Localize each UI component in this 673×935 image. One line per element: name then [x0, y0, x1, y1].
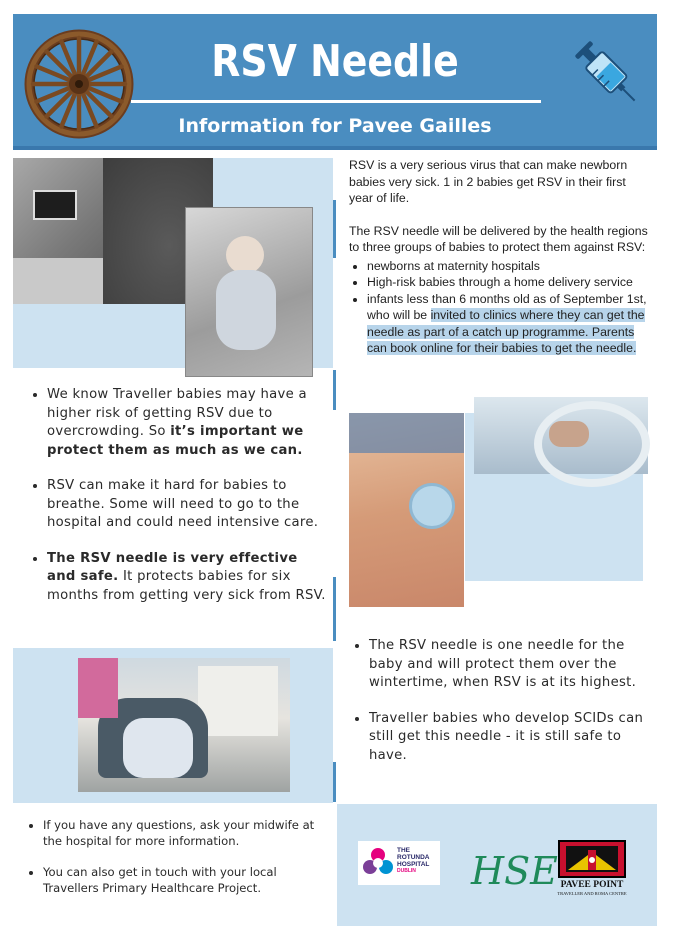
- photo-baby-buggy: [78, 658, 290, 792]
- page-subtitle: Information for Pavee Gailles: [178, 115, 492, 137]
- rotunda-logo: THE ROTUNDA HOSPITAL DUBLIN: [358, 841, 440, 885]
- intro-paragraph-1: RSV is a very serious virus that can make newborn babies very sick. 1 in 2 babies get RSV in their first year of life.: [349, 158, 628, 205]
- accent-bar: [333, 370, 336, 410]
- intro-text: [349, 157, 651, 357]
- page-title: RSV Needle: [211, 36, 459, 87]
- accent-bar: [333, 200, 336, 258]
- list-item: • The RSV needle is very effective and safe. It protects babies for six months from getting very sick from RSV.: [47, 550, 327, 606]
- header-banner: [13, 14, 657, 150]
- groups-list: [349, 258, 651, 357]
- list-item: • We know Traveller babies may have a higher risk of getting RSV due to overcrowding. So it’s important we protect them as much as we can.: [47, 386, 327, 460]
- pavee-point-logo: PAVEE POINT TRAVELLER AND ROMA CENTRE: [554, 840, 630, 896]
- pavee-point-emblem-icon: [558, 840, 626, 878]
- list-item: • If you have any questions, ask your midwife at the hospital for more information.: [43, 817, 325, 849]
- photo-pregnant-woman: [13, 158, 213, 304]
- list-item: • RSV can make it hard for babies to breathe. Some will need to go to the hospital and could need intensive care.: [47, 477, 327, 533]
- list-item: • Traveller babies who develop SCIDs can still get this needle - it is still safe to have.: [369, 710, 649, 766]
- hse-logo: [469, 846, 558, 893]
- accent-bar: [333, 762, 336, 802]
- left-points: [27, 386, 327, 622]
- accent-bar: [333, 577, 336, 641]
- svg-text:HSE: HSE: [471, 849, 558, 893]
- list-item: • infants less than 6 months old as of September 1st, who will be invited to clinics where they can get the needle as part of a catch up programme. Parents can book online for their babies to get the needle.: [367, 291, 651, 357]
- rotunda-emblem-icon: [361, 846, 395, 880]
- list-item: • You can also get in touch with your local Travellers Primary Healthcare Project.: [43, 864, 325, 896]
- photo-baby-bouncer: [185, 207, 313, 377]
- list-item: • The RSV needle is one needle for the baby and will protect them over the wintertime, when RSV is at its highest.: [369, 637, 649, 693]
- list-item: • High-risk babies through a home delivery service: [367, 274, 651, 291]
- contact-info: [25, 817, 325, 911]
- list-item: • newborns at maternity hospitals: [367, 258, 651, 275]
- syringe-icon: [581, 44, 643, 112]
- highlighted-text: invited to clinics where they can get the needle as part of a catch up programme. Parents can book online for their babies to get the needle.: [367, 308, 645, 355]
- photo-baby-incubator: [474, 397, 648, 474]
- title-divider: [131, 100, 541, 103]
- right-points: [349, 637, 649, 782]
- intro-paragraph-2: The RSV needle will be delivered by the health regions to three groups of babies to protect them against RSV:: [349, 223, 648, 254]
- photo-baby-hospital: [349, 413, 464, 607]
